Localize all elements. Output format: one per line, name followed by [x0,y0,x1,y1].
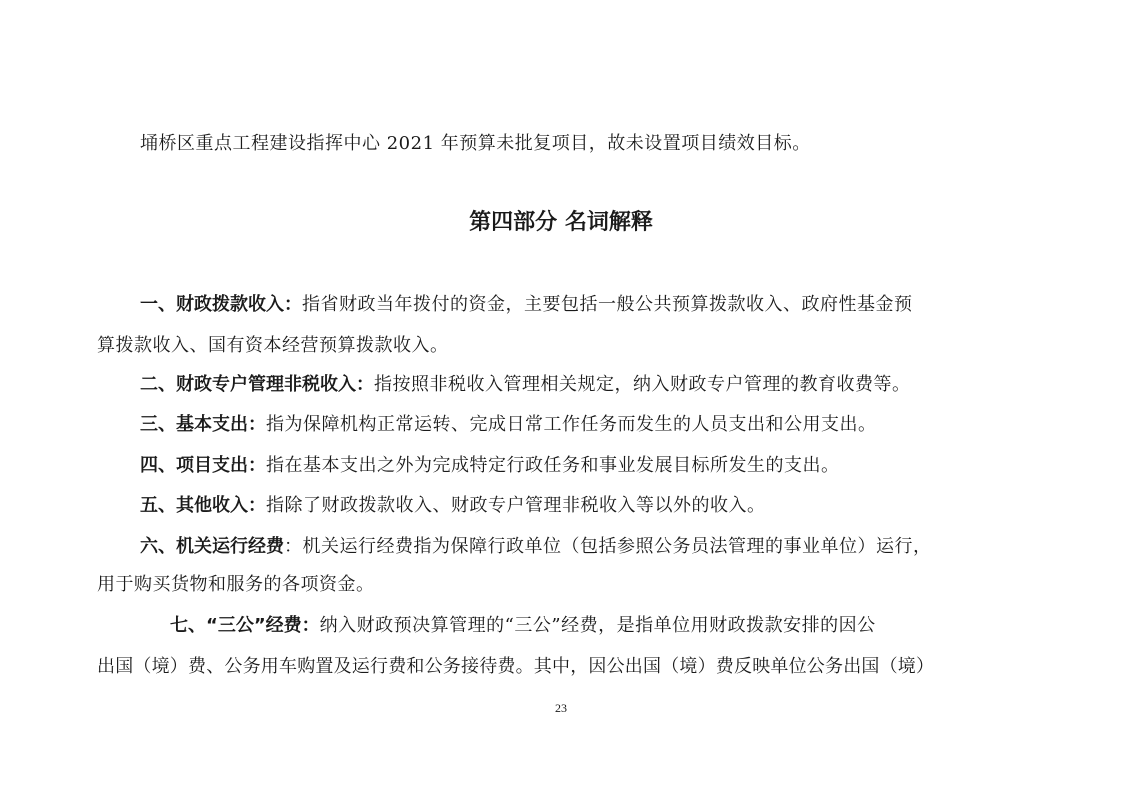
definition-3 [140,413,877,437]
definition-6-term: 六、机关运行经费 [140,536,284,557]
page-number: 23 [555,701,567,715]
definition-1-text: 指省财政当年拨付的资金，主要包括一般公共预算拨款收入、政府性基金预 [302,294,913,315]
definition-7-line-2: 出国（境）费、公务用车购置及运行费和公务接待费。其中，因公出国（境）费反映单位公务出国（境） [97,656,935,677]
definition-2 [140,373,911,397]
definition-7-term: 七、“三公”经费： [170,615,320,636]
intro-paragraph: 埇桥区重点工程建设指挥中心 2021 年预算未批复项目，故未设置项目绩效目标。 [140,133,811,154]
definition-4-text: 指在基本支出之外为完成特定行政任务和事业发展目标所发生的支出。 [266,455,840,476]
definition-6-line-2: 用于购买货物和服务的各项资金。 [97,574,375,595]
definition-5-text: 指除了财政拨款收入、财政专户管理非税收入等以外的收入。 [266,495,766,516]
definition-5 [140,494,766,518]
definition-5-term: 五、其他收入： [140,495,266,516]
definition-4-term: 四、项目支出： [140,455,266,476]
definition-1-term: 一、财政拨款收入： [140,294,302,315]
definition-1-line-2: 算拨款收入、国有资本经营预算拨款收入。 [97,335,449,356]
definition-3-text: 指为保障机构正常运转、完成日常工作任务而发生的人员支出和公用支出。 [266,414,877,435]
section-heading: 第四部分 名词解释 [469,210,653,235]
definition-4 [140,454,840,478]
definition-1-line-1 [140,293,913,317]
definition-3-term: 三、基本支出： [140,414,266,435]
definition-2-term: 二、财政专户管理非税收入： [140,374,374,395]
definition-7-text: 纳入财政预决算管理的“三公”经费，是指单位用财政拨款安排的因公 [319,615,876,636]
definition-7-line-1 [170,614,876,638]
definition-2-text: 指按照非税收入管理相关规定，纳入财政专户管理的教育收费等。 [374,374,911,395]
definition-6-line-1 [140,535,932,559]
definition-6-text: ：机关运行经费指为保障行政单位（包括参照公务员法管理的事业单位）运行， [284,536,932,557]
